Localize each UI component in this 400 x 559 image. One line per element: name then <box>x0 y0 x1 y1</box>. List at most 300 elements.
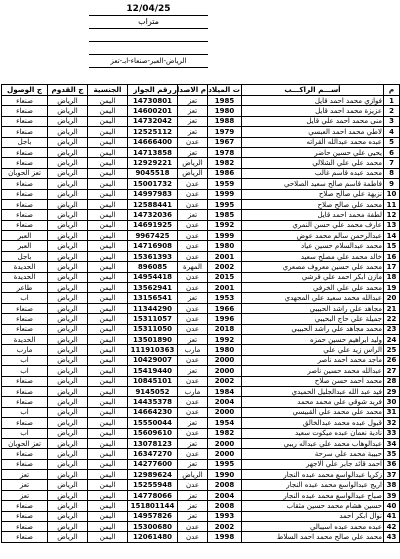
passport-number: 14997983 <box>128 189 178 199</box>
birth-year: 1953 <box>208 293 242 303</box>
table-row <box>2 116 400 126</box>
issue-place: عدن <box>178 303 208 313</box>
birth-year: 2000 <box>208 407 242 417</box>
row-index: 16 <box>384 251 400 261</box>
table-row <box>2 179 400 189</box>
passenger-name: محمد علي صالح صلاح <box>242 199 384 209</box>
destination-city: صنعاء <box>2 314 48 324</box>
nationality: اليمن <box>88 158 128 168</box>
issue-place: الرياض <box>178 168 208 178</box>
table-row <box>2 438 400 448</box>
issue-place: تعز <box>178 418 208 428</box>
origin-city: الرياض <box>48 251 88 261</box>
table-row <box>2 522 400 532</box>
table-row <box>2 106 400 116</box>
origin-city: الرياض <box>48 147 88 157</box>
destination-city: صنعاء <box>2 511 48 521</box>
table-row <box>2 334 400 344</box>
birth-year: 1998 <box>208 532 242 542</box>
birth-year: 1996 <box>208 314 242 324</box>
nationality: اليمن <box>88 199 128 209</box>
destination-city: تعز <box>2 480 48 490</box>
table-row <box>2 490 400 500</box>
origin-city: الرياض <box>48 418 88 428</box>
table-row <box>2 407 400 417</box>
issue-place: عدن <box>178 407 208 417</box>
issue-place: تعز <box>178 490 208 500</box>
birth-year: 1967 <box>208 137 242 147</box>
issue-place: عدن <box>178 355 208 365</box>
row-index: 37 <box>384 470 400 480</box>
birth-year: 1980 <box>208 241 242 251</box>
destination-city: صنعاء <box>2 418 48 428</box>
passenger-name: اريج عبدالواسع محمد عبده النجار <box>242 480 384 490</box>
col-nationality-header: الجنسية <box>88 85 128 96</box>
birth-year: 1980 <box>208 106 242 116</box>
nationality: اليمن <box>88 407 128 417</box>
destination-city: صنعاء <box>2 386 48 396</box>
row-index: 40 <box>384 501 400 511</box>
passport-number: 15255948 <box>128 480 178 490</box>
passport-number: 10429007 <box>128 355 178 365</box>
birth-year: 1959 <box>208 179 242 189</box>
nationality: اليمن <box>88 459 128 469</box>
blank-line-2 <box>89 42 208 55</box>
nationality: اليمن <box>88 231 128 241</box>
passport-number: 10845101 <box>128 376 178 386</box>
destination-city: العبر <box>2 241 48 251</box>
passport-number: 151801144 <box>128 501 178 511</box>
nationality: اليمن <box>88 532 128 542</box>
origin-city: الرياض <box>48 199 88 209</box>
destination-city: اب <box>2 407 48 417</box>
table-row <box>2 168 400 178</box>
destination-city: الحديدة <box>2 262 48 272</box>
nationality: اليمن <box>88 386 128 396</box>
nationality: اليمن <box>88 324 128 334</box>
passport-number: 15361393 <box>128 251 178 261</box>
passport-number: 15419440 <box>128 366 178 376</box>
nationality: اليمن <box>88 116 128 126</box>
nationality: اليمن <box>88 210 128 220</box>
birth-year: 2000 <box>208 355 242 365</box>
destination-city: صنعاء <box>2 459 48 469</box>
table-row <box>2 272 400 282</box>
origin-city: الرياض <box>48 345 88 355</box>
nationality: اليمن <box>88 96 128 106</box>
passenger-name: عبدالله محمد سعيد علي المجهدي <box>242 293 384 303</box>
passport-number: 111910363 <box>128 345 178 355</box>
passenger-name: عبده محمد عبدالله القراته <box>242 137 384 147</box>
birth-year: 1979 <box>208 127 242 137</box>
destination-city: صنعاء <box>2 199 48 209</box>
issue-place: عدن <box>178 324 208 334</box>
nationality: اليمن <box>88 470 128 480</box>
nationality: اليمن <box>88 272 128 282</box>
passenger-name: عبده محمد عبده اسيبالي <box>242 522 384 532</box>
passport-number: 14778066 <box>128 490 178 500</box>
passenger-name: حسين هشام محمد حسين مثقاب <box>242 501 384 511</box>
passenger-name: ماجد محمد احمد ناصر <box>242 355 384 365</box>
birth-year: 2004 <box>208 490 242 500</box>
birth-year: 1980 <box>208 345 242 355</box>
row-index: 42 <box>384 522 400 532</box>
row-index: 11 <box>384 199 400 209</box>
birth-year: 1986 <box>208 168 242 178</box>
issue-place: عدن <box>178 220 208 230</box>
destination-city: تعز الحوبان <box>2 438 48 448</box>
passenger-name: محمد علي صالح محمد احمد السلاط <box>242 532 384 542</box>
passenger-name: لاطي محمد احمد العبسي <box>242 127 384 137</box>
issue-place: تعز <box>178 334 208 344</box>
row-index: 13 <box>384 220 400 230</box>
passenger-name: احمد قائد جابر علي الاجهر <box>242 459 384 469</box>
destination-city: صنعاء <box>2 179 48 189</box>
destination-city: اب <box>2 428 48 438</box>
row-index: 17 <box>384 262 400 272</box>
origin-city: الرياض <box>48 470 88 480</box>
birth-year: 1985 <box>208 96 242 106</box>
nationality: اليمن <box>88 262 128 272</box>
origin-city: الرياض <box>48 501 88 511</box>
row-index: 29 <box>384 386 400 396</box>
issue-place: عدن <box>178 189 208 199</box>
table-row <box>2 470 400 480</box>
passenger-name: عبدالوهاب محمد علي عبداله ريبي <box>242 438 384 448</box>
birth-year: 1954 <box>208 418 242 428</box>
row-index: 4 <box>384 127 400 137</box>
nationality: اليمن <box>88 334 128 344</box>
table-row <box>2 199 400 209</box>
passport-number: 14957826 <box>128 511 178 521</box>
destination-city: تعز <box>2 470 48 480</box>
destination-city: صنعاء <box>2 210 48 220</box>
row-index: 21 <box>384 303 400 313</box>
row-index: 15 <box>384 241 400 251</box>
birth-year: 1982 <box>208 428 242 438</box>
table-row <box>2 220 400 230</box>
birth-year: 1992 <box>208 220 242 230</box>
passport-number: 14664230 <box>128 407 178 417</box>
trip-date: 12/04/25 <box>89 3 208 16</box>
destination-city: صنعاء <box>2 376 48 386</box>
origin-city: الرياض <box>48 314 88 324</box>
table-row <box>2 314 400 324</box>
birth-year: 2000 <box>208 449 242 459</box>
passenger-name: فريد شوقي علي محمد محمد <box>242 397 384 407</box>
table-row <box>2 127 400 137</box>
nationality: اليمن <box>88 127 128 137</box>
birth-year: 1992 <box>208 334 242 344</box>
passport-number: 12929221 <box>128 158 178 168</box>
nationality: اليمن <box>88 241 128 251</box>
passport-number: 14435378 <box>128 397 178 407</box>
col-from-header: ج القدوم <box>48 85 88 96</box>
origin-city: الرياض <box>48 158 88 168</box>
passport-number: 14954418 <box>128 272 178 282</box>
issue-place: تعز <box>178 127 208 137</box>
table-row <box>2 366 400 376</box>
table-row <box>2 241 400 251</box>
destination-city: صنعاء <box>2 106 48 116</box>
birth-year: 1999 <box>208 231 242 241</box>
passenger-name: حبيبة محمد علي سرحة <box>242 449 384 459</box>
passenger-table <box>1 84 400 543</box>
destination-city: صنعاء <box>2 532 48 542</box>
nationality: اليمن <box>88 303 128 313</box>
row-index: 35 <box>384 449 400 459</box>
nationality: اليمن <box>88 106 128 116</box>
origin-city: الرياض <box>48 386 88 396</box>
issue-place: مارب <box>178 345 208 355</box>
origin-city: الرياض <box>48 511 88 521</box>
issue-place: عدن <box>178 480 208 490</box>
issue-place: الرياض <box>178 158 208 168</box>
passport-number: 14732042 <box>128 116 178 126</box>
nationality: اليمن <box>88 522 128 532</box>
birth-year: 1985 <box>208 210 242 220</box>
birth-year: 1993 <box>208 511 242 521</box>
destination-city: صنعاء <box>2 96 48 106</box>
row-index: 30 <box>384 397 400 407</box>
birth-year: 1999 <box>208 189 242 199</box>
issue-place: تعز <box>178 106 208 116</box>
destination-city: صنعاء <box>2 158 48 168</box>
birth-year: 2001 <box>208 251 242 261</box>
passenger-name: محمد احمد حسن صلاح <box>242 376 384 386</box>
issue-place: عدن <box>178 283 208 293</box>
col-passport-header: رقم الجواز <box>128 85 178 96</box>
passport-number: 14716908 <box>128 241 178 251</box>
origin-city: الرياض <box>48 490 88 500</box>
destination-city: مارب <box>2 345 48 355</box>
destination-city: طاعر <box>2 283 48 293</box>
destination-city: صنعاء <box>2 189 48 199</box>
origin-city: الرياض <box>48 480 88 490</box>
table-row <box>2 262 400 272</box>
nationality: اليمن <box>88 293 128 303</box>
passenger-name: عزيزة محمد احمد قايل <box>242 106 384 116</box>
passenger-name: يحيى علي حسين حاضر <box>242 147 384 157</box>
passenger-name: زكريا عبدالواسع محمد عبده النجار <box>242 470 384 480</box>
origin-city: الرياض <box>48 376 88 386</box>
origin-city: الرياض <box>48 397 88 407</box>
origin-city: الرياض <box>48 522 88 532</box>
issue-place: تعز <box>178 459 208 469</box>
passport-number: 15550044 <box>128 418 178 428</box>
row-index: 26 <box>384 355 400 365</box>
destination-city: صنعاء <box>2 501 48 511</box>
issue-place: عدن <box>178 251 208 261</box>
passport-number: 14732036 <box>128 210 178 220</box>
issue-place: تعز <box>178 293 208 303</box>
birth-year: 2015 <box>208 272 242 282</box>
origin-city: الرياض <box>48 532 88 542</box>
destination-city: باجل <box>2 251 48 261</box>
row-index: 8 <box>384 168 400 178</box>
birth-year: 1984 <box>208 386 242 396</box>
nationality: اليمن <box>88 490 128 500</box>
issue-place: عدن <box>178 397 208 407</box>
issue-place: الرياض <box>178 470 208 480</box>
passenger-name: نزيهة علي صالح صلاح <box>242 189 384 199</box>
table-row <box>2 459 400 469</box>
destination-city: صنعاء <box>2 116 48 126</box>
issue-place: عدن <box>178 522 208 532</box>
row-index: 9 <box>384 179 400 189</box>
nationality: اليمن <box>88 283 128 293</box>
issue-place: عدن <box>178 231 208 241</box>
nationality: اليمن <box>88 179 128 189</box>
nationality: اليمن <box>88 376 128 386</box>
row-index: 27 <box>384 366 400 376</box>
nationality: اليمن <box>88 147 128 157</box>
destination-city: باجل <box>2 137 48 147</box>
nationality: اليمن <box>88 449 128 459</box>
origin-city: الرياض <box>48 231 88 241</box>
issue-place: تعز <box>178 96 208 106</box>
table-row <box>2 449 400 459</box>
issue-place: تعز <box>178 438 208 448</box>
origin-city: الرياض <box>48 106 88 116</box>
table-row <box>2 480 400 490</box>
passport-number: 15311057 <box>128 314 178 324</box>
table-row <box>2 324 400 334</box>
table-row <box>2 355 400 365</box>
origin-city: الرياض <box>48 366 88 376</box>
passenger-name: نادية نعمان عبده ميكوت سعيد <box>242 428 384 438</box>
passport-number: 12525112 <box>128 127 178 137</box>
passport-number: 9045518 <box>128 168 178 178</box>
passport-number: 12588441 <box>128 199 178 209</box>
table-row <box>2 303 400 313</box>
nationality: اليمن <box>88 397 128 407</box>
origin-city: الرياض <box>48 272 88 282</box>
nationality: اليمن <box>88 511 128 521</box>
issue-place: تعز <box>178 116 208 126</box>
passenger-name: فوازي محمد احمد قايل <box>242 96 384 106</box>
row-index: 31 <box>384 407 400 417</box>
passenger-name: نوال ابكر احمد <box>242 511 384 521</box>
table-row <box>2 251 400 261</box>
passport-number: 13078123 <box>128 438 178 448</box>
passenger-name: فاطمة قاسم صالح سعيد الصلاحي <box>242 179 384 189</box>
passport-number: 14277600 <box>128 459 178 469</box>
issue-place: تعز <box>178 366 208 376</box>
origin-city: الرياض <box>48 137 88 147</box>
origin-city: الرياض <box>48 220 88 230</box>
passport-number: 15609610 <box>128 428 178 438</box>
origin-city: الرياض <box>48 116 88 126</box>
row-index: 22 <box>384 314 400 324</box>
issue-place: عدن <box>178 532 208 542</box>
nationality: اليمن <box>88 418 128 428</box>
row-index: 1 <box>384 96 400 106</box>
table-row <box>2 511 400 521</box>
table-row <box>2 189 400 199</box>
origin-city: الرياض <box>48 168 88 178</box>
row-index: 18 <box>384 272 400 282</box>
origin-city: الرياض <box>48 96 88 106</box>
origin-city: الرياض <box>48 241 88 251</box>
table-row <box>2 345 400 355</box>
row-index: 28 <box>384 376 400 386</box>
origin-city: الرياض <box>48 127 88 137</box>
birth-year: 2008 <box>208 501 242 511</box>
passport-number: 15311050 <box>128 324 178 334</box>
origin-city: الرياض <box>48 407 88 417</box>
origin-city: الرياض <box>48 262 88 272</box>
destination-city: الحديدة <box>2 334 48 344</box>
nationality: اليمن <box>88 168 128 178</box>
passenger-name: وليد ابراهيم حسين حمزه <box>242 334 384 344</box>
passport-number: 16347270 <box>128 449 178 459</box>
birth-year: 1995 <box>208 459 242 469</box>
table-header-row <box>2 85 400 96</box>
row-index: 25 <box>384 345 400 355</box>
destination-city: اب <box>2 366 48 376</box>
trip-route: الرياض-العبر-صنعاء-ابـ-تعز <box>89 55 208 68</box>
origin-city: الرياض <box>48 210 88 220</box>
birth-year: 2000 <box>208 438 242 448</box>
origin-city: الرياض <box>48 283 88 293</box>
nationality: اليمن <box>88 137 128 147</box>
passenger-name: مازن ابكر احمد علي قرشي <box>242 272 384 282</box>
issue-place: تعز <box>178 210 208 220</box>
passenger-name: عارف محمد علي حسن النمري <box>242 220 384 230</box>
issue-place: عدن <box>178 428 208 438</box>
row-index: 3 <box>384 116 400 126</box>
issue-place: عدن <box>178 449 208 459</box>
birth-year: 2002 <box>208 262 242 272</box>
origin-city: الرياض <box>48 438 88 448</box>
origin-city: الرياض <box>48 428 88 438</box>
birth-year: 2008 <box>208 480 242 490</box>
destination-city: اب <box>2 355 48 365</box>
issue-place: تعز <box>178 147 208 157</box>
passenger-name: محمد علي علي الخرفي <box>242 283 384 293</box>
trip-header <box>89 3 208 68</box>
birth-year: 2000 <box>208 366 242 376</box>
passport-number: 9145052 <box>128 386 178 396</box>
col-issue-header: م الاصدار <box>172 85 206 94</box>
table-row <box>2 96 400 106</box>
nationality: اليمن <box>88 355 128 365</box>
passenger-name: منى محمد احمد علي قايل <box>242 116 384 126</box>
issue-place: عدن <box>178 179 208 189</box>
birth-year: 2004 <box>208 397 242 407</box>
passenger-name: محمد عبدالسلام حسين عياد <box>242 241 384 251</box>
row-index: 34 <box>384 438 400 448</box>
table-row <box>2 376 400 386</box>
row-index: 6 <box>384 147 400 157</box>
nationality: اليمن <box>88 220 128 230</box>
nationality: اليمن <box>88 480 128 490</box>
origin-city: الرياض <box>48 324 88 334</box>
row-index: 19 <box>384 283 400 293</box>
issue-place: عدن <box>178 137 208 147</box>
row-index: 5 <box>384 137 400 147</box>
blank-line-1 <box>89 29 208 42</box>
table-row <box>2 532 400 542</box>
destination-city: صنعاء <box>2 522 48 532</box>
birth-year: 1978 <box>208 147 242 157</box>
destination-city: صنعاء <box>2 147 48 157</box>
col-index-header: م <box>384 85 400 96</box>
row-index: 39 <box>384 490 400 500</box>
table-row <box>2 210 400 220</box>
passenger-name: محمد عبده قاسم غالب <box>242 168 384 178</box>
